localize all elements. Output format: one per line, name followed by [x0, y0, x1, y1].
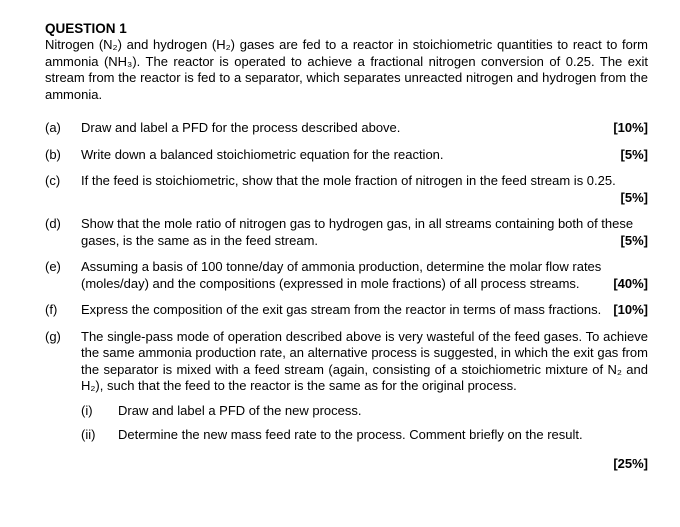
- part-mark: [5%]: [620, 232, 648, 248]
- part-label: (e): [45, 259, 61, 274]
- part-g: [45, 329, 648, 473]
- part-mark: [5%]: [620, 189, 648, 205]
- question-intro: Nitrogen (N₂) and hydrogen (H₂) gases are fed to a reactor in stoichiometric quantities to react to form ammonia (NH₃). The reactor is operated to achieve a fractional nitrogen conversion of 0.25. The exit stream from the reactor is fed to a separator, which separates unreacted nitrogen and hydrogen from the ammonia.: [45, 37, 648, 102]
- part-b: [45, 147, 648, 164]
- subpart-i: [81, 403, 648, 420]
- part-label: (f): [45, 302, 58, 317]
- part-mark: [5%]: [620, 146, 648, 162]
- part-f: [45, 302, 648, 319]
- part-label: (a): [45, 120, 61, 135]
- subpart-text: Draw and label a PFD of the new process.: [118, 402, 362, 418]
- part-label: (d): [45, 216, 61, 231]
- part-label: (c): [45, 173, 61, 188]
- subpart-label: (ii): [81, 427, 96, 442]
- part-text: If the feed is stoichiometric, show that the mole fraction of nitrogen in the feed stream is 0.25.: [81, 173, 616, 188]
- part-text: Show that the mole ratio of nitrogen gas to hydrogen gas, in all streams containing both of these gases, is the same as in the feed stream.: [81, 216, 634, 248]
- part-c: [45, 173, 648, 206]
- part-text: Draw and label a PFD for the process described above.: [81, 120, 401, 135]
- question-page: [45, 20, 648, 472]
- part-d: [45, 216, 648, 249]
- subpart-text: Determine the new mass feed rate to the process. Comment briefly on the result.: [118, 427, 583, 442]
- part-text: The single-pass mode of operation described above is very wasteful of the feed gases. To achieve the same ammonia production rate, an alternative process is suggested, in which the exit gas from the separator is mixed with a feed stream (again, consisting of a stoichiometric mixture of N₂ and H₂), such that the feed to the reactor is the same as for the original process.: [81, 328, 648, 393]
- part-text: Assuming a basis of 100 tonne/day of ammonia production, determine the molar flow rates (moles/day) and the compositions (expressed in mole fractions) of all process streams.: [81, 259, 602, 291]
- part-text: Write down a balanced stoichiometric equation for the reaction.: [81, 146, 444, 162]
- part-a: [45, 120, 648, 137]
- part-e: [45, 259, 648, 292]
- part-mark: [25%]: [613, 455, 648, 471]
- part-label: (b): [45, 146, 61, 162]
- part-mark: [10%]: [613, 302, 648, 317]
- subpart-ii: [81, 427, 648, 444]
- part-label: (g): [45, 328, 61, 344]
- part-text: Express the composition of the exit gas stream from the reactor in terms of mass fractions.: [81, 302, 602, 317]
- question-heading: QUESTION 1: [45, 21, 127, 36]
- part-mark: [10%]: [613, 120, 648, 135]
- subpart-label: (i): [81, 402, 93, 418]
- part-mark: [40%]: [613, 275, 648, 291]
